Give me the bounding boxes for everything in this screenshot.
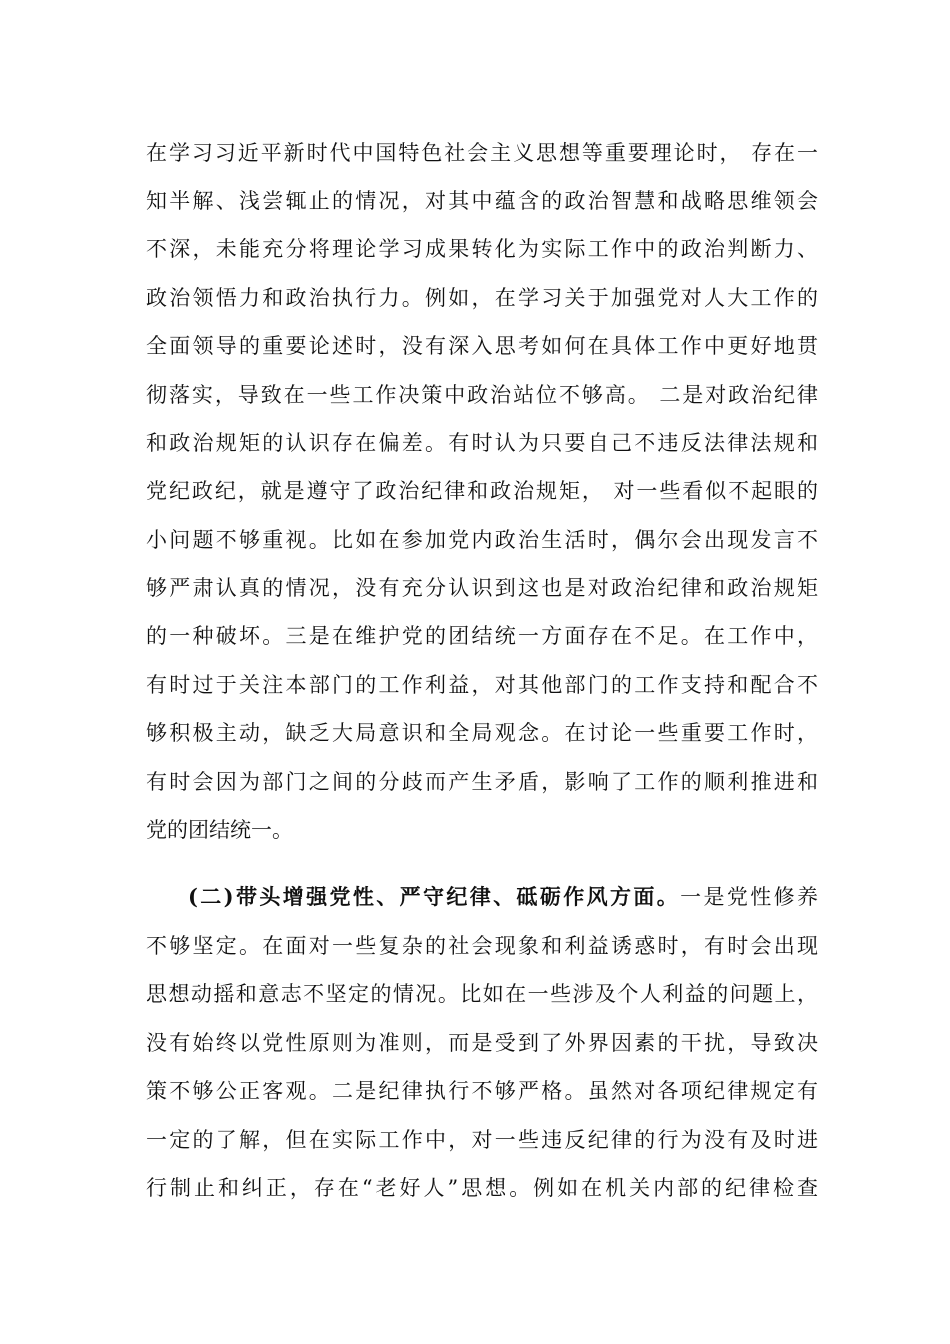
paragraph-line: 政治领悟力和政治执行力。例如，在学习关于加强党对人大工作的 <box>146 286 818 310</box>
paragraph-line: 思想动摇和意志不坚定的情况。比如在一些涉及个人利益的问题上， <box>146 982 818 1006</box>
paragraph-line: 彻落实，导致在一些工作决策中政治站位不够高。 二是对政治纪律 <box>146 383 818 407</box>
paragraph-line: 有时会因为部门之间的分歧而产生矛盾，影响了工作的顺利推进和 <box>146 770 818 794</box>
section-heading: (二)带头增强党性、严守纪律、砥砺作风方面。 <box>188 884 681 909</box>
paragraph-line: 党的团结统一。 <box>146 818 293 842</box>
paragraph-line: 够严肃认真的情况，没有充分认识到这也是对政治纪律和政治规矩 <box>146 576 818 600</box>
paragraph-line: 没有始终以党性原则为准则，而是受到了外界因素的干扰，导致决 <box>146 1031 818 1055</box>
paragraph-line: 不深，未能充分将理论学习成果转化为实际工作中的政治判断力、 <box>146 237 818 261</box>
paragraph-line: 策不够公正客观。二是纪律执行不够严格。虽然对各项纪律规定有 <box>146 1079 818 1103</box>
paragraph-line: 小问题不够重视。比如在参加党内政治生活时，偶尔会出现发言不 <box>146 528 818 552</box>
paragraph-line: 党纪政纪，就是遵守了政治纪律和政治规矩， 对一些看似不起眼的 <box>146 479 818 503</box>
paragraph-line: 在学习习近平新时代中国特色社会主义思想等重要理论时， 存在一 <box>146 141 818 165</box>
paragraph-line: 够积极主动，缺乏大局意识和全局观念。在讨论一些重要工作时， <box>146 721 818 745</box>
paragraph-line: 行制止和纠正，存在“老好人”思想。例如在机关内部的纪律检查 <box>146 1176 818 1200</box>
paragraph-line: 知半解、浅尝辄止的情况，对其中蕴含的政治智慧和战略思维领会 <box>146 189 818 213</box>
paragraph-text: 一是党性修养 <box>680 885 818 909</box>
paragraph-line: 不够坚定。在面对一些复杂的社会现象和利益诱惑时，有时会出现 <box>146 934 818 958</box>
paragraph-line: 和政治规矩的认识存在偏差。有时认为只要自己不违反法律法规和 <box>146 431 818 455</box>
paragraph-line: 一定的了解，但在实际工作中，对一些违反纪律的行为没有及时进 <box>146 1128 818 1152</box>
paragraph-line: 的一种破坏。三是在维护党的团结统一方面存在不足。在工作中， <box>146 624 818 648</box>
paragraph-line: 有时过于关注本部门的工作利益，对其他部门的工作支持和配合不 <box>146 673 818 697</box>
paragraph-line: 全面领导的重要论述时，没有深入思考如何在具体工作中更好地贯 <box>146 334 818 358</box>
section-heading-line <box>146 882 818 912</box>
